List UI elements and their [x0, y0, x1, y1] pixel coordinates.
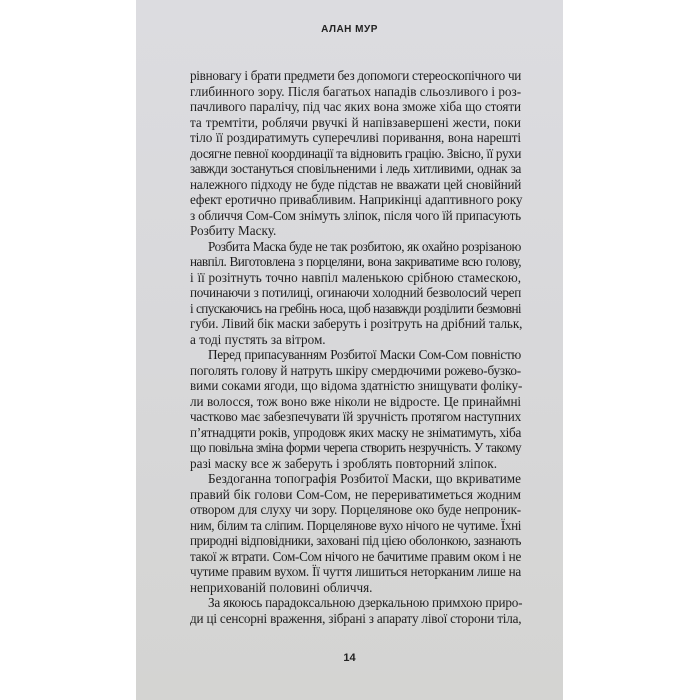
text-line: разі маску все ж заберуть і зроблять повторний зліпок. — [190, 455, 498, 471]
text-line: з обличчя Сом-Сом знімуть зліпок, після чого їй припасують — [190, 207, 521, 223]
text-line: та тремтіти, роблячи рвучкі й напівзавершені жести, поки — [190, 114, 521, 130]
text-line: ди ці сенсорні враження, зібрані з апарату лівої сторони тіла, — [190, 610, 522, 626]
text-line: і спускаючись на гребінь носа, щоб назавжди розділити безмовні — [190, 300, 521, 316]
text-line: належного підходу не буде підстав не вважати цей сновійний — [190, 176, 521, 192]
text-line: п’ятнадцяти років, упродовж яких маску не зніматимуть, хіба — [190, 424, 521, 440]
text-line: природні відповідники, заховані під цією оболонкою, зазнають — [190, 533, 521, 548]
text-line: поголять голову й натруть шкіру смердючими рожево-бузко- — [190, 362, 521, 378]
text-line: такої ж втрати. Сом-Сом нічого не бачитиме правим оком і не — [190, 548, 521, 564]
text-line: пачливого паралічу, під час яких вона зможе хіба що стояти — [190, 99, 521, 114]
text-line: Перед припасуванням Розбитої Маски Сом-Сом повністю — [208, 347, 521, 362]
text-line: завжди зостануться сповільненими і ледь хитливими, однак за — [190, 161, 521, 176]
text-line: ефект еротично привабливим. Наприкінці адаптивного року — [190, 192, 523, 207]
text-line: тіло її роздиратимуть суперечливі поривання, вона нарешті — [190, 130, 521, 145]
text-line: чутиме правим вухом. Її чуття лишиться неторканим лише на — [190, 564, 521, 579]
text-line: губи. Лівий бік маски заберуть і розітруть на дрібний тальк, — [190, 316, 523, 331]
page-number: 14 — [343, 652, 356, 664]
text-line: навпіл. Виготовлена з порцеляни, вона закриватиме всю голову, — [190, 254, 521, 269]
text-line: починаючи з потилиці, огинаючи холодний безволосий череп — [190, 285, 521, 300]
text-line: За якоюсь парадоксальною дзеркальною примхою приро- — [208, 595, 523, 610]
text-line: вими соками ягоди, що відома здатністю знищувати фоліку- — [190, 378, 523, 393]
text-line: правий бік голови Сом-Сом, не перериватиметься жодним — [190, 486, 521, 502]
book-page — [136, 0, 563, 700]
text-line: глибинного зору. Після багатьох нападів сльозливого і роз- — [190, 83, 522, 99]
text-line: ли волосся, тож воно вже ніколи не відросте. Це принаймні — [190, 393, 521, 409]
text-line: неприхованій половині обличчя. — [190, 579, 373, 595]
text-line: Бездоганна топографія Розбитої Маски, що вкриватиме — [208, 471, 521, 486]
text-line: частково має забезпечувати їй зручність протягом наступних — [190, 409, 521, 424]
text-line: Розбиту Маску. — [190, 223, 277, 238]
text-line: досягне певної координації та відновить грацію. Звісно, її рухи — [190, 145, 521, 161]
text-line: отвором для слуху чи зору. Порцелянове око буде непроник- — [190, 502, 521, 517]
text-line: і її розітнуть точно навпіл маленькою срібною стамескою, — [190, 269, 521, 285]
text-line: ним, білим та сліпим. Порцелянове вухо нічого не чутиме. Їхні — [190, 517, 521, 533]
body-text — [190, 68, 521, 626]
text-line: рівновагу і брати предмети без допомоги стереоскопічного чи — [190, 68, 522, 83]
text-line: Розбита Маска буде не так розбитою, як охайно розрізаною — [208, 238, 521, 254]
text-line: а тоді пустять за вітром. — [190, 331, 326, 347]
running-header: АЛАН МУР — [321, 24, 378, 35]
text-line: що повільна зміна форми черепа створить незручність. У такому — [190, 440, 521, 455]
